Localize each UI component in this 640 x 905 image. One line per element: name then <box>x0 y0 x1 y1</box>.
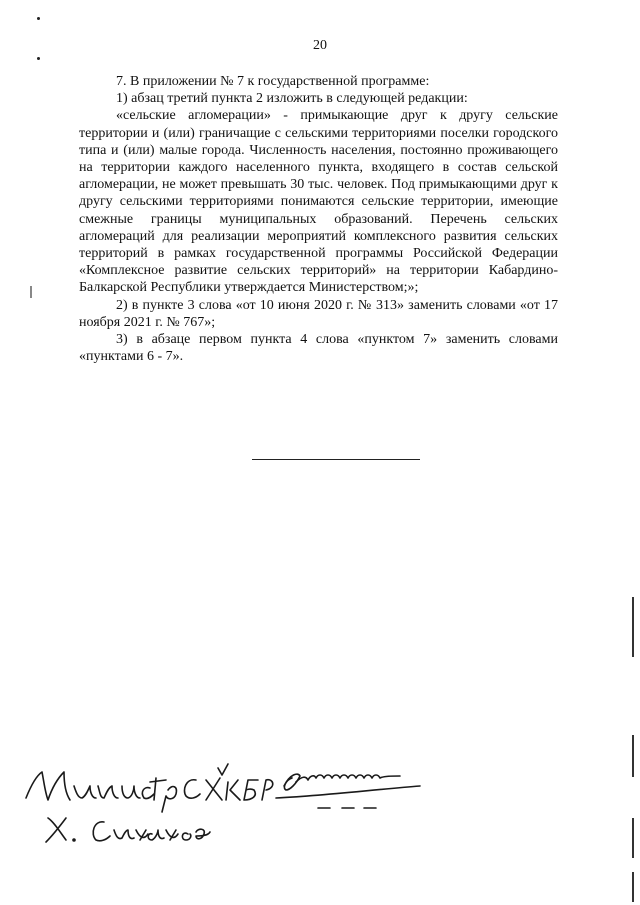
scan-artifact-line <box>632 735 634 777</box>
scan-artifact-line <box>632 872 634 902</box>
paragraph-subitem-2: 2) в пункте 3 слова «от 10 июня 2020 г. № 313» заменить словами «от 17 ноября 2021 г. № 767»; <box>79 297 558 330</box>
separator-line <box>252 459 420 460</box>
document-body <box>79 73 558 365</box>
paragraph-item-7: 7. В приложении № 7 к государственной программе: <box>116 74 430 89</box>
scan-artifact-line <box>632 597 634 657</box>
scan-artifact-dot <box>37 57 40 60</box>
scan-artifact-dot <box>37 17 40 20</box>
scan-artifact-line <box>30 286 32 298</box>
scan-artifact-line <box>632 818 634 858</box>
paragraph-subitem-3: 3) в абзаце первом пункта 4 слова «пунктом 7» заменить словами «пунктами 6 - 7». <box>79 332 558 365</box>
page-number: 20 <box>313 38 327 53</box>
paragraph-definition: «сельские агломерации» - примыкающие друг к другу сельские территории и (или) граничащие с сельскими территориями поселки городского типа и (или) малые города. Численность населения, постоянно проживающего на территории каждого населенного пункта, входящего в состав сельской агломерации, не может превышать 30 тыс. человек. Под примыкающими друг к другу сельскими территориями понимаются сельские территории, имеющие смежные границы муниципальных образований. Перечень сельских агломераций для реализации мероприятий комплексного развития сельских территорий в рамках государственной программы Российской Федерации «Комплексное развитие сельских территорий» на территории Кабардино-Балкарской Республики утверждается Министерством;»; <box>79 108 558 296</box>
paragraph-subitem-1: 1) абзац третий пункта 2 изложить в следующей редакции: <box>116 91 468 107</box>
